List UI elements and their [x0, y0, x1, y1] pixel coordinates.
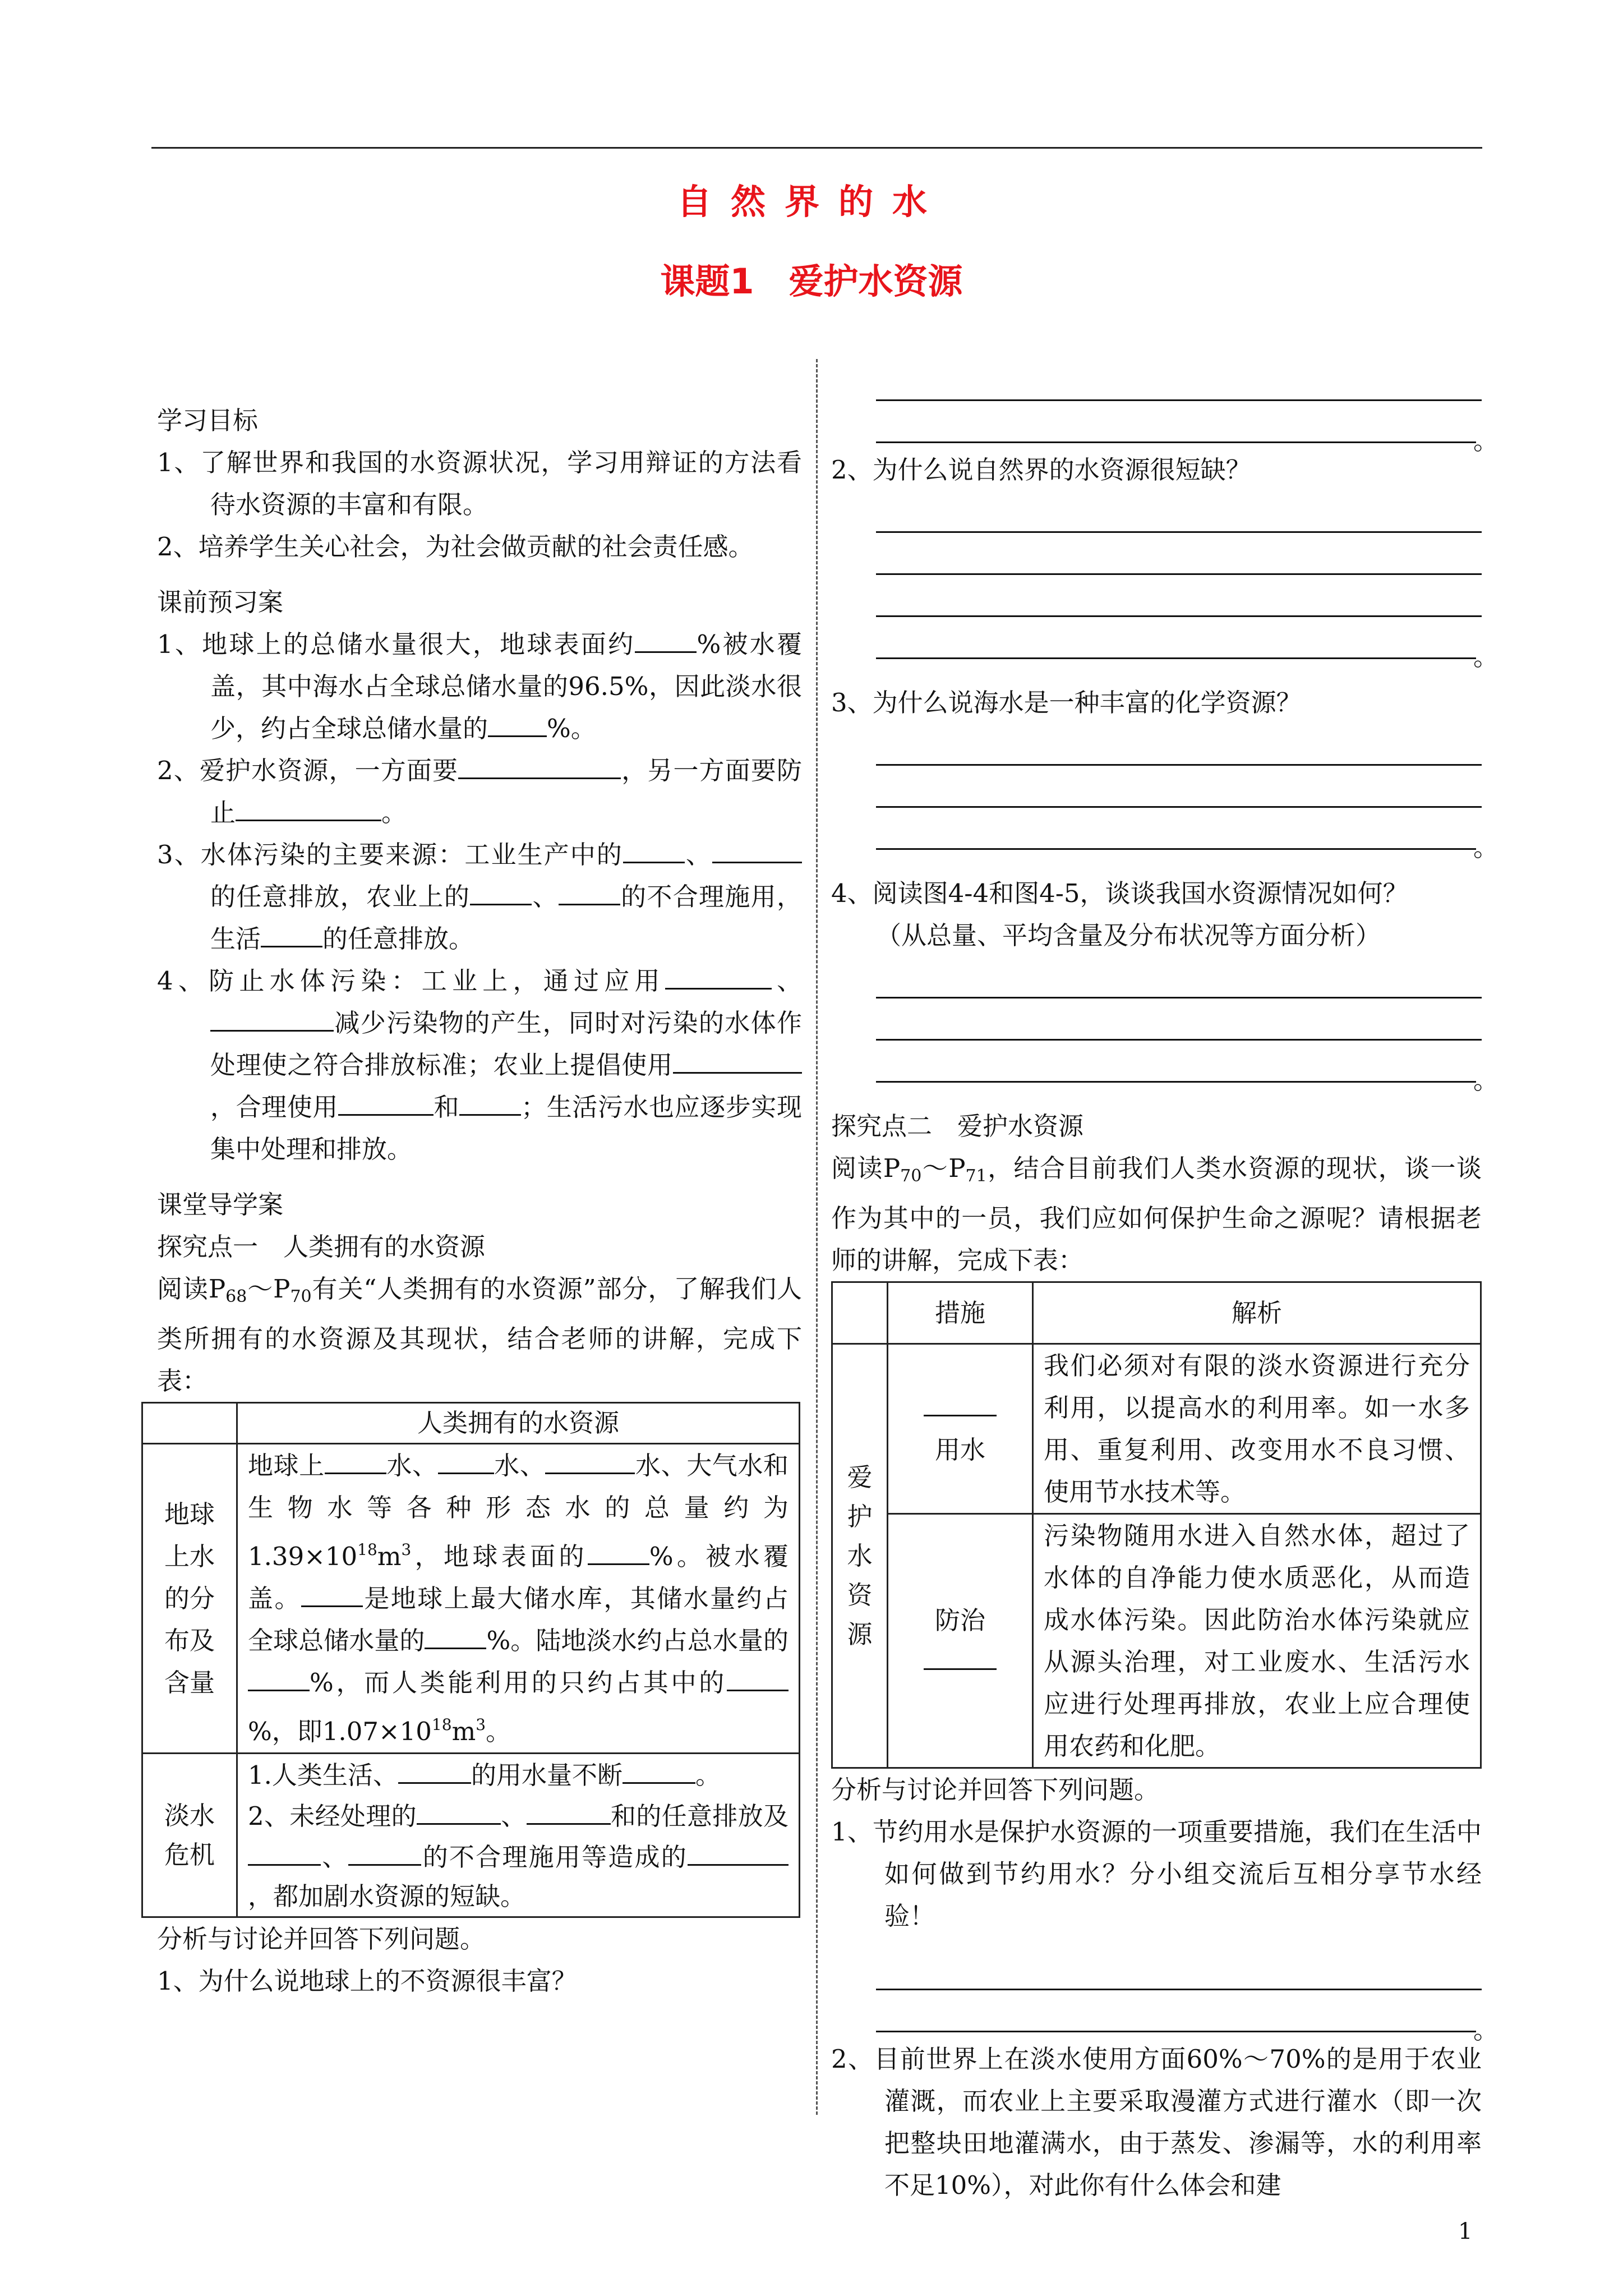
fill-blank[interactable] [261, 918, 322, 947]
discuss-question: 1、为什么说地球上的不资源很丰富？ [157, 1966, 577, 1996]
answer-line[interactable] [876, 575, 1482, 617]
row-label: 淡水危机 [142, 1754, 237, 1917]
answer-line[interactable] [876, 1990, 1476, 2032]
answer-line[interactable] [876, 491, 1482, 533]
right-column [831, 359, 1482, 2206]
goals-heading: 学习目标 [157, 406, 259, 435]
fill-blank[interactable] [559, 876, 620, 905]
row-content: 1.人类生活、 的用水量不断 。 2、未经处理的 、 和的任意排放及、 的不合理施用等造成的，都加剧水资源的短缺。 [237, 1754, 800, 1917]
fill-blank[interactable] [459, 1086, 521, 1116]
fill-blank[interactable] [924, 1640, 997, 1670]
fill-blank[interactable] [301, 1577, 363, 1607]
answer-line[interactable] [876, 401, 1476, 443]
fill-blank[interactable] [545, 1444, 635, 1474]
goal-item: 1、了解世界和我国的水资源状况，学习用辩证的方法看待水资源的丰富和有限。 [157, 448, 802, 519]
measure-cell: 用水 [888, 1344, 1033, 1514]
discuss-question: 3、为什么说海水是一种丰富的化学资源？ [831, 688, 1302, 717]
explore2-instruction: 阅读$P_{70}\sim P_{71}$，结合目前我们人类水资源的现状，谈一谈作为其中的一员，我们应如何保护生命之源呢？请根据老师的讲解，完成下表： [831, 1153, 1482, 1275]
water-resources-table [141, 1402, 800, 1918]
page-number: 1 [1458, 2219, 1473, 2244]
fill-blank[interactable] [924, 1387, 997, 1416]
preview-question: 3、水体污染的主要来源：工业生产中的 、的任意排放，农业上的 、 的不合理施用，生活 的任意排放。 [157, 834, 802, 960]
discuss-question: 4、阅读图4-4和图4-5，谈谈我国水资源情况如何？ [831, 878, 1408, 908]
discuss-question: 2、为什么说自然界的水资源很短缺？ [831, 455, 1251, 485]
answer-line[interactable] [876, 359, 1482, 401]
fill-blank[interactable] [325, 1444, 386, 1474]
preview-heading: 课前预习案 [157, 587, 284, 617]
fill-blank[interactable] [417, 1795, 501, 1825]
column-divider [816, 359, 818, 2115]
fill-blank[interactable] [623, 834, 685, 863]
analysis-cell: 我们必须对有限的淡水资源进行充分利用，以提高水的利用率。如一水多用、重复利用、改变用水不良习惯、使用节水技术等。 [1033, 1344, 1481, 1514]
side-label: 爱护水资源 [832, 1344, 888, 1768]
fill-blank[interactable] [588, 1535, 649, 1565]
class-heading: 课堂导学案 [157, 1190, 284, 1220]
fill-blank[interactable] [338, 1086, 434, 1116]
explore1-instruction: 阅读$P_{68}\sim P_{70}$有关“人类拥有的水资源”部分，了解我们人类所拥有的水资源及其现状，结合老师的讲解，完成下表： [157, 1274, 803, 1396]
fill-blank[interactable] [425, 1619, 486, 1649]
fill-blank[interactable] [727, 1662, 789, 1691]
answer-line[interactable] [876, 808, 1476, 850]
fill-blank[interactable] [712, 834, 802, 863]
question-note: （从总量、平均含量及分布状况等方面分析） [876, 921, 1381, 950]
answer-line[interactable] [876, 617, 1476, 659]
row-label: 地球上水的分布及含量 [142, 1444, 237, 1754]
answer-line[interactable] [876, 724, 1482, 766]
fill-blank[interactable] [348, 1836, 421, 1866]
unit-title: 自然界的水 [676, 181, 946, 222]
row-content: 地球上 水、 水、 水、大气水和生物水等各种形态水的总量约为$1.39\times 10^{18}m^3$，地球表面的 %。被水覆盖。 是地球上最大储水库，其储水量约占全球总储水量的 %。陆地淡水约占总水量的%，而人类能利用的只约占其中的%，即$1.07\times 10^{18}m^3$。 [237, 1444, 800, 1754]
col-header: 解析 [1033, 1282, 1481, 1344]
discuss-heading: 分析与讨论并回答下列问题。 [831, 1775, 1160, 1805]
fill-blank[interactable] [470, 876, 532, 905]
preview-question: 2、爱护水资源，一方面要 ，另一方面要防止 。 [157, 749, 802, 834]
fill-blank[interactable] [236, 792, 381, 821]
fill-blank[interactable] [248, 1662, 310, 1691]
goal-item: 2、培养学生关心社会，为社会做贡献的社会责任感。 [157, 532, 754, 562]
fill-blank[interactable] [398, 1754, 471, 1784]
fill-blank[interactable] [488, 707, 547, 737]
fill-blank[interactable] [248, 1836, 321, 1866]
header-rule [151, 147, 1482, 149]
preview-question: 1、地球上的总储水量很大，地球表面约 %被水覆盖，其中海水占全球总储水量的96.5%，因此淡水很少，约占全球总储水量的 %。 [157, 623, 802, 749]
fill-blank[interactable] [623, 1754, 695, 1784]
answer-line[interactable] [876, 766, 1482, 808]
explore2-heading: 探究点二 爱护水资源 [831, 1111, 1084, 1141]
answer-line[interactable] [876, 1948, 1482, 1990]
fill-blank[interactable] [688, 1836, 789, 1866]
fill-blank[interactable] [527, 1795, 611, 1825]
table-header: 人类拥有的水资源 [237, 1403, 800, 1444]
discuss-question: 2、目前世界上在淡水使用方面60%～70%的是用于农业灌溉，而农业上主要采取漫灌方式进行灌水（即一次把整块田地灌满水，由于蒸发、渗漏等，水的利用率不足10%），对此你有什么体会和建 [831, 2044, 1482, 2200]
left-column [157, 399, 802, 2002]
fill-blank[interactable] [210, 1002, 334, 1032]
col-header: 措施 [888, 1282, 1033, 1344]
analysis-cell: 污染物随用水进入自然水体，超过了水体的自净能力使水质恶化，从而造成水体污染。因此防治水体污染就应从源头治理，对工业废水、生活污水应进行处理再排放，农业上应合理使用农药和化肥。 [1033, 1514, 1481, 1768]
answer-line[interactable] [876, 533, 1482, 575]
fill-blank[interactable] [673, 1044, 802, 1074]
lesson-title: 课题1 爱护水资源 [660, 261, 963, 302]
preview-question: 4、防止水体污染：工业上，通过应用 、减少污染物的产生，同时对污染的水体作处理使之符合排放标准；农业上提倡使用，合理使用 和 ；生活污水也应逐步实现集中处理和排放。 [157, 960, 802, 1170]
fill-blank[interactable] [665, 960, 772, 990]
explore1-heading: 探究点一 人类拥有的水资源 [157, 1232, 486, 1262]
measure-cell: 防治 [888, 1514, 1033, 1768]
discuss-heading: 分析与讨论并回答下列问题。 [157, 1924, 486, 1954]
fill-blank[interactable] [635, 623, 697, 653]
answer-line[interactable] [876, 999, 1482, 1041]
discuss-question: 1、节约用水是保护水资源的一项重要措施，我们在生活中如何做到节约用水？分小组交流后互相分享节水经验！ [831, 1817, 1482, 1931]
fill-blank[interactable] [438, 1444, 494, 1474]
answer-line[interactable] [876, 1041, 1476, 1083]
fill-blank[interactable] [458, 749, 621, 779]
answer-line[interactable] [876, 956, 1482, 999]
protect-water-table [831, 1281, 1482, 1769]
